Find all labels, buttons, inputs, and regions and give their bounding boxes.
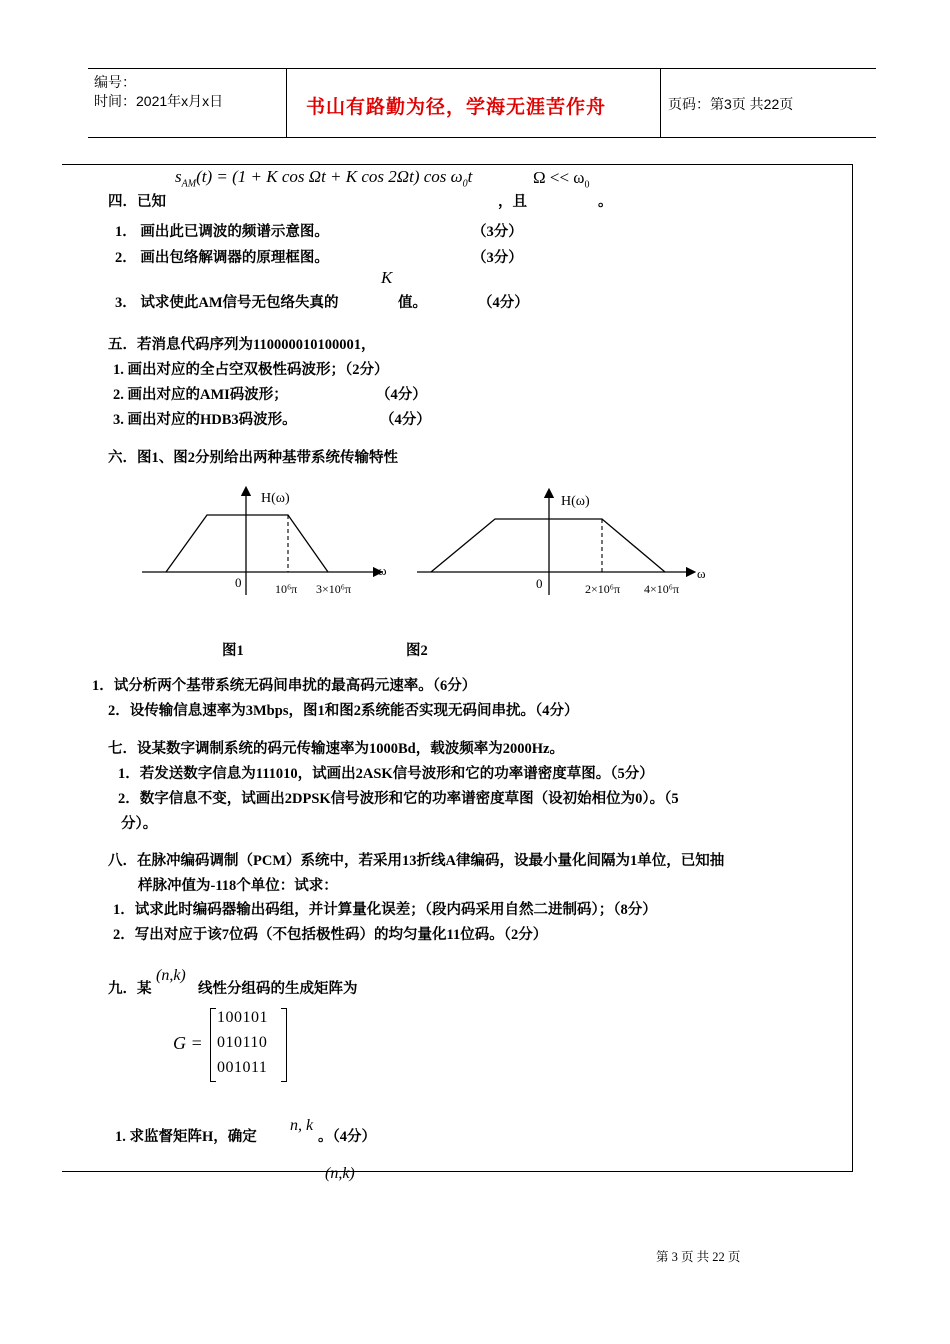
q4-condition: $\Omega << \omega_0$ — [533, 168, 590, 191]
fig2-origin: 0 — [536, 576, 543, 591]
q8-title-line-2: 样脉冲值为-118个单位：试求： — [138, 878, 338, 894]
fig1-curve — [166, 515, 328, 572]
q4-item-2-score: （3分） — [472, 250, 523, 266]
q4-item-1-score: （3分） — [472, 224, 523, 240]
matrix-label: G = — [173, 1033, 203, 1053]
fig2-tick-1: 2×10⁶π — [585, 582, 621, 596]
generator-matrix — [210, 1008, 287, 1082]
q4-item-3-b: 值。 — [398, 295, 427, 311]
q4-end: 。 — [598, 194, 613, 210]
fig1-xlabel: ω — [378, 563, 387, 578]
q9-prefix: 九．某 — [108, 981, 152, 997]
fig1-tick-1: 10⁶π — [275, 582, 298, 596]
q7-title: 七．设某数字调制系统的码元传输速率为1000Bd，载波频率为2000Hz。 — [108, 741, 564, 757]
figure-1-h-omega — [140, 483, 440, 613]
header-time: 时间：2021年x月x日 — [94, 93, 224, 109]
fig1-ylabel: H(ω) — [261, 491, 290, 506]
fig1-caption: 图1 — [222, 643, 244, 659]
matrix-row-1: 100101 — [217, 1009, 268, 1026]
q9-nk: (n,k) — [156, 967, 186, 984]
footer-page: 第 3 页 共 22 页 — [656, 1250, 741, 1264]
figure-2-h-omega — [415, 483, 725, 613]
q5-item-1: 1. 画出对应的全占空双极性码波形；（2分） — [113, 362, 389, 378]
q9-suffix: 线性分组码的生成矩阵为 — [198, 981, 358, 997]
fig2-ylabel: H(ω) — [561, 494, 590, 509]
q7-item-2-cont: 分）。 — [121, 816, 158, 832]
q5-title: 五．若消息代码序列为110000010100001， — [108, 337, 376, 353]
q5-item-3: 3. 画出对应的HDB3码波形。 — [113, 412, 297, 428]
q9-item-1-var: n, k — [290, 1117, 314, 1134]
q6-item-2: 2．设传输信息速率为3Mbps，图1和图2系统能否实现无码间串扰。（4分） — [108, 703, 579, 719]
fig2-curve — [431, 519, 665, 572]
q8-item-2: 2．写出对应于该7位码（不包括极性码）的均匀量化11位码。（2分） — [113, 927, 548, 943]
q4-item-3-score: （4分） — [478, 295, 529, 311]
fig1-origin: 0 — [235, 575, 242, 590]
q9-item-1-b: 。（4分） — [318, 1129, 376, 1145]
fig2-caption: 图2 — [406, 643, 428, 659]
matrix-row-3: 001011 — [217, 1059, 268, 1076]
q5-item-2-score: （4分） — [376, 387, 427, 403]
q7-item-2: 2．数字信息不变，试画出2DPSK信号波形和它的功率谱密度草图（设初始相位为0）。（5 — [118, 791, 679, 807]
q5-item-3-score: （4分） — [380, 412, 431, 428]
header-page: 页码：第3页 共22页 — [668, 96, 794, 112]
q7-item-1: 1．若发送数字信息为111010，试画出2ASK信号波形和它的功率谱密度草图。（5分） — [118, 766, 654, 782]
q4-formula: $s_{AM}(t) = (1 + K$ cos Ωt + K cos 2Ωt) $\cos \omega_0t$ — [175, 167, 473, 190]
fig2-tick-2: 4×10⁶π — [644, 582, 680, 596]
q4-intro: 四．已知 — [108, 194, 166, 210]
q8-item-1: 1．试求此时编码器输出码组，并计算量化误差；（段内码采用自然二进制码）；（8分） — [113, 902, 657, 918]
matrix-row-2: 010110 — [217, 1034, 268, 1051]
q5-item-2: 2. 画出对应的AMI码波形； — [113, 387, 288, 403]
q4-item-3-var: K — [381, 268, 393, 287]
q4-item-2: 2． 画出包络解调器的原理框图。 — [115, 250, 329, 266]
q6-title: 六．图1、图2分别给出两种基带系统传输特性 — [108, 450, 398, 466]
content-frame — [62, 164, 853, 1172]
header-motto: 书山有路勤为径，学海无涯苦作舟 — [306, 96, 607, 118]
q6-item-1: 1．试分析两个基带系统无码间串扰的最高码元速率。（6分） — [92, 678, 477, 694]
overflow-nk: (n,k) — [325, 1165, 355, 1182]
q4-item-3: 3． 试求使此AM信号无包络失真的 — [115, 295, 339, 311]
header-number: 编号： — [94, 74, 136, 90]
q9-item-1: 1. 求监督矩阵H，确定 — [115, 1129, 257, 1145]
fig1-tick-2: 3×10⁶π — [316, 582, 352, 596]
q8-title-line-1: 八．在脉冲编码调制（PCM）系统中，若采用13折线A律编码，设最小量化间隔为1单位，已知抽 — [108, 853, 725, 869]
q4-item-1: 1． 画出此已调波的频谱示意图。 — [115, 224, 329, 240]
q4-and: ，且 — [498, 194, 527, 210]
fig2-xlabel: ω — [697, 566, 706, 581]
